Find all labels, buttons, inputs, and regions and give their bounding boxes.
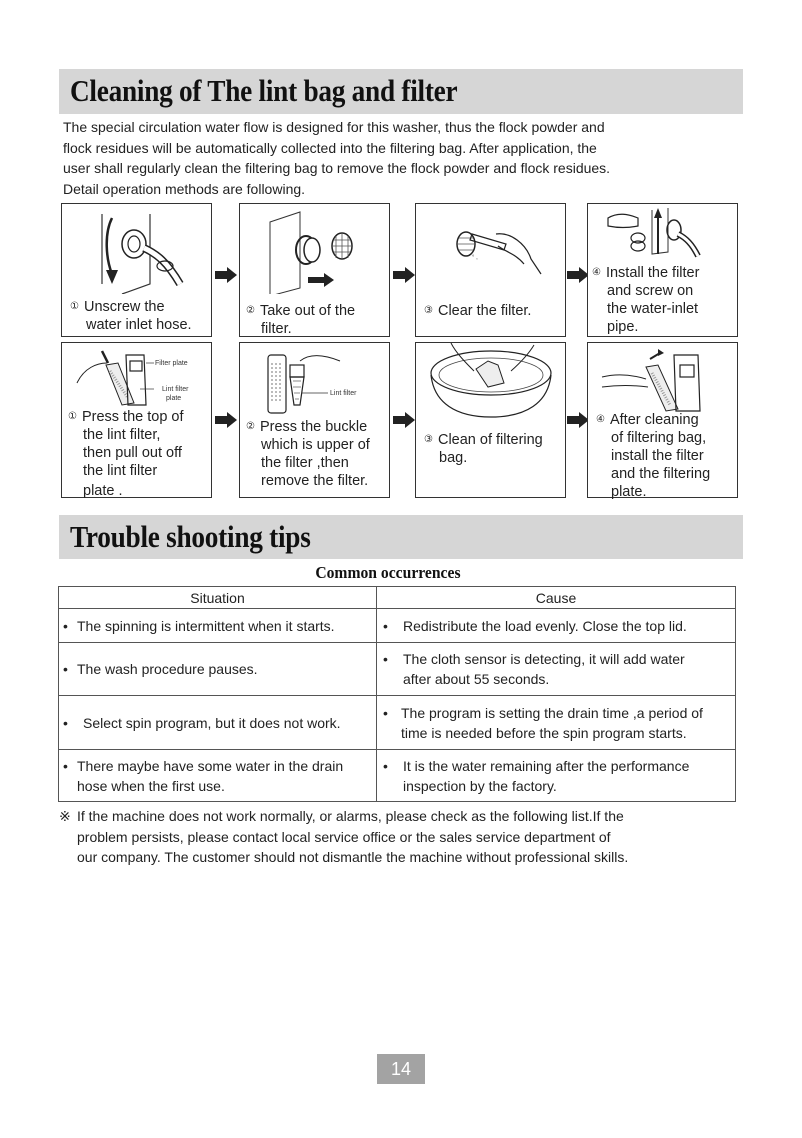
cause-text: The cloth sensor is detecting, it will add water after about 55 seconds. bbox=[403, 651, 685, 687]
step-caption bbox=[70, 298, 192, 334]
cause-text: The program is setting the drain time ,a period of time is needed before the spin program starts. bbox=[401, 704, 703, 741]
step-box-1-1 bbox=[61, 203, 212, 337]
intro-line: user shall regularly clean the filtering bag to remove the flock powder and flock residues. bbox=[63, 160, 611, 176]
step-number: ④ bbox=[592, 267, 601, 278]
intro-line: The special circulation water flow is designed for this washer, thus the flock powder and bbox=[63, 119, 605, 135]
caption-line: plate. bbox=[611, 484, 647, 500]
caption-line: install the filter bbox=[611, 448, 704, 464]
step-caption bbox=[68, 408, 184, 500]
step-number: ② bbox=[246, 421, 255, 432]
situation-text: Select spin program, but it does not work. bbox=[83, 714, 341, 731]
brush-clean-illustration bbox=[416, 204, 567, 294]
arrow-right-icon bbox=[215, 412, 237, 428]
table-row bbox=[59, 643, 736, 696]
step-number: ① bbox=[70, 301, 79, 312]
intro-line: flock residues will be automatically collected into the filtering bag. After application, the bbox=[63, 139, 597, 156]
bullet-icon: • bbox=[63, 714, 68, 731]
caption-line: and screw on bbox=[607, 283, 694, 299]
caption-line: which is upper of bbox=[261, 437, 370, 453]
bullet-icon: • bbox=[383, 651, 388, 667]
caption-line: the filter ,then bbox=[261, 455, 349, 471]
caption-line: of filtering bag, bbox=[611, 430, 707, 446]
caption-line: the lint filter bbox=[83, 463, 158, 479]
caption-line: Unscrew the bbox=[83, 299, 165, 315]
arrow-right-icon bbox=[393, 267, 415, 283]
warning-note bbox=[59, 806, 719, 868]
cause-cell bbox=[377, 643, 736, 696]
caption-line: pipe. bbox=[607, 319, 639, 335]
cause-cell bbox=[377, 696, 736, 750]
situation-cell bbox=[59, 609, 377, 643]
situation-cell bbox=[59, 750, 377, 802]
situation-text: There maybe have some water in the drain hose when the first use. bbox=[77, 757, 344, 794]
section-header-cleaning bbox=[59, 69, 743, 114]
column-header-situation: Situation bbox=[59, 587, 377, 609]
situation-text: The spinning is intermittent when it starts. bbox=[77, 617, 335, 634]
hose-unscrew-illustration bbox=[62, 204, 213, 294]
lint-filter-illustration bbox=[240, 343, 391, 417]
cause-cell bbox=[377, 750, 736, 802]
arrow-right-icon bbox=[567, 412, 589, 428]
arrow-right-icon bbox=[215, 267, 237, 283]
step-box-2-3 bbox=[415, 342, 566, 498]
situation-text: The wash procedure pauses. bbox=[77, 661, 258, 677]
table-row bbox=[59, 609, 736, 643]
caption-line: Clean of filtering bbox=[437, 432, 543, 448]
table-row bbox=[59, 696, 736, 750]
reinstall-plate-illustration bbox=[588, 343, 739, 413]
step-caption bbox=[424, 302, 531, 320]
table-header-row bbox=[59, 587, 736, 609]
reference-mark-icon: ※ bbox=[59, 808, 71, 824]
step-box-1-3 bbox=[415, 203, 566, 337]
wash-basin-illustration bbox=[416, 343, 567, 423]
column-header-cause: Cause bbox=[377, 587, 736, 609]
table-subtitle bbox=[0, 563, 775, 583]
note-line: If the machine does not work normally, or alarms, please check as the following list.If the bbox=[77, 808, 624, 824]
section-title: Trouble shooting tips bbox=[70, 519, 311, 554]
situation-cell bbox=[59, 696, 377, 750]
label-filter-plate: Filter plate bbox=[155, 360, 188, 367]
step-caption bbox=[246, 302, 355, 338]
caption-line: Press the top of bbox=[81, 409, 184, 425]
cause-cell bbox=[377, 609, 736, 643]
install-filter-illustration bbox=[588, 204, 739, 264]
label-plate: plate bbox=[166, 395, 182, 402]
caption-line: the lint filter, bbox=[83, 427, 161, 443]
caption-line: the water-inlet bbox=[607, 301, 699, 317]
step-box-1-4 bbox=[587, 203, 738, 337]
caption-line: Clear the filter. bbox=[437, 303, 532, 319]
step-number: ③ bbox=[424, 305, 433, 316]
subtitle-text: Common occurrences bbox=[314, 563, 461, 582]
step-caption bbox=[596, 411, 710, 501]
section-title: Cleaning of The lint bag and filter bbox=[70, 73, 458, 108]
step-box-2-4 bbox=[587, 342, 738, 498]
bullet-icon: • bbox=[63, 661, 68, 677]
note-line: problem persists, please contact local service office or the sales service department of bbox=[77, 828, 611, 845]
caption-line: and the filtering bbox=[611, 466, 711, 482]
svg-text:° ,: ° , bbox=[472, 255, 478, 261]
page-number-badge: 14 bbox=[377, 1054, 425, 1084]
step-number: ① bbox=[68, 411, 77, 422]
label-lint-filter: Lint filter bbox=[162, 386, 189, 393]
caption-line: remove the filter. bbox=[261, 473, 369, 489]
step-caption bbox=[592, 264, 699, 336]
bullet-icon: • bbox=[63, 617, 68, 634]
caption-line: filter. bbox=[261, 321, 292, 337]
intro-paragraph bbox=[63, 117, 703, 199]
step-number: ④ bbox=[596, 414, 605, 425]
arrow-right-icon bbox=[393, 412, 415, 428]
cause-text: It is the water remaining after the performance inspection by the factory. bbox=[403, 757, 690, 794]
bullet-icon: • bbox=[383, 757, 388, 774]
intro-line: Detail operation methods are following. bbox=[63, 180, 306, 197]
situation-cell bbox=[59, 643, 377, 696]
caption-line: Install the filter bbox=[605, 265, 700, 281]
bullet-icon: • bbox=[383, 704, 388, 721]
caption-line: plate . bbox=[83, 483, 123, 499]
note-line: our company. The customer should not dismantle the machine without professional skills. bbox=[77, 849, 629, 865]
label-lint-filter: Lint filter bbox=[330, 390, 357, 397]
table-row bbox=[59, 750, 736, 802]
step-caption bbox=[424, 431, 543, 467]
caption-line: Press the buckle bbox=[259, 419, 368, 435]
step-caption bbox=[246, 418, 370, 490]
caption-line: After cleaning bbox=[609, 412, 699, 428]
step-box-1-2 bbox=[239, 203, 390, 337]
caption-line: water inlet hose. bbox=[86, 317, 192, 333]
filter-removal-illustration bbox=[240, 204, 391, 294]
caption-line: Take out of the bbox=[259, 303, 356, 319]
bullet-icon: • bbox=[63, 757, 68, 774]
section-header-troubleshooting bbox=[59, 515, 743, 559]
caption-line: bag. bbox=[439, 450, 468, 466]
bullet-icon: • bbox=[383, 617, 388, 634]
caption-line: then pull out off bbox=[83, 445, 182, 461]
arrow-right-icon bbox=[567, 267, 589, 283]
troubleshooting-table bbox=[58, 586, 736, 802]
step-box-2-1 bbox=[61, 342, 212, 498]
lint-plate-illustration bbox=[62, 343, 213, 413]
step-number: ② bbox=[246, 305, 255, 316]
step-number: ③ bbox=[424, 434, 433, 445]
cause-text: Redistribute the load evenly. Close the top lid. bbox=[403, 617, 687, 634]
step-box-2-2 bbox=[239, 342, 390, 498]
